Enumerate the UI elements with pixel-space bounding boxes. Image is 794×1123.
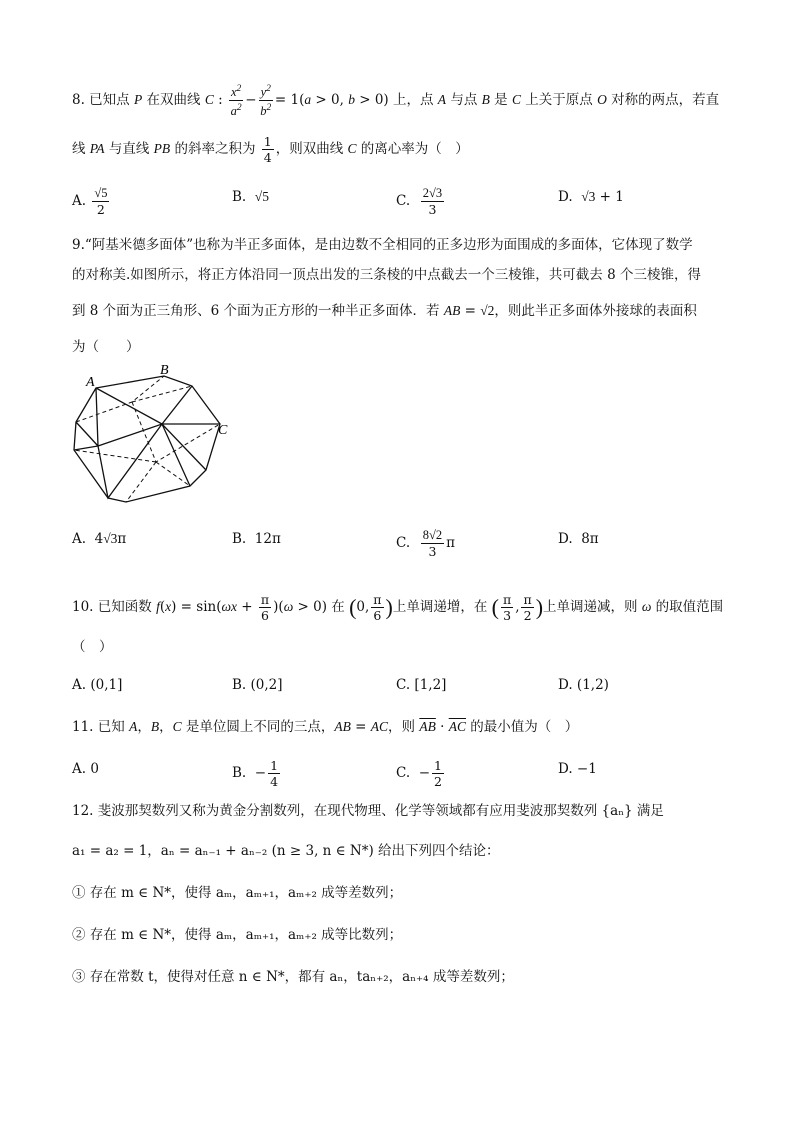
q11-option-c[interactable]: C. − $\frac{1}{2}$ xyxy=(396,758,442,789)
q8-option-b[interactable]: B. √5 xyxy=(232,189,269,205)
q12-item-3: ③ 存在常数 t，使得对任意 n ∈ N*，都有 aₙ，taₙ₊₂，aₙ₊₄ 成等差数列； xyxy=(72,969,514,985)
q8-stem-line2: 线 PA 与直线 PB 的斜率之积为 $\frac{1}{4}$ ，则双曲线 C 的离心率为（ ） xyxy=(72,134,469,165)
q12-stem-line2: a₁ = a₂ = 1，aₙ = aₙ₋₁ + aₙ₋₂ (n ≥ 3, n ∈ N*) 给出下列四个结论： xyxy=(72,843,500,859)
q10-option-b[interactable]: B. (0,2] xyxy=(232,677,283,693)
q8-stem-line1: 8. 已知点 P 在双曲线 C : $\frac{x^2}{a^2}$ − $\frac{y^2}{b^2}$ = 1(a > 0, b > 0) 上，点 A 与点 B 是 C 上关于原点 O 对称的两点，若直 xyxy=(72,84,720,119)
vector-ac: $\overline{AC}$ xyxy=(448,719,466,734)
q9-stem-line1: 9.“阿基米德多面体”也称为半正多面体，是由边数不全相同的正多边形为面围成的多面体，它体现了数学 xyxy=(72,237,693,253)
figure-label-a: A xyxy=(86,375,95,390)
q8-option-d[interactable]: D. √3 + 1 xyxy=(558,189,624,205)
q10-option-d[interactable]: D. (1,2) xyxy=(558,677,609,693)
q9-option-b[interactable]: B. 12π xyxy=(232,531,281,547)
figure-label-b: B xyxy=(160,363,169,378)
q9-stem-line2: 的对称美.如图所示，将正方体沿同一顶点出发的三条棱的中点截去一个三棱锥，共可截去 8 个三棱锥，得 xyxy=(72,267,701,283)
fraction: $\frac{x^2}{a^2}$ xyxy=(230,84,242,119)
q10-stem-line1: 10. 已知函数 f(x) = sin(ωx + $\frac{\pi}{6}$ )(ω > 0) 在 (0, $\frac{\pi}{6}$ )上单调递增，在 ( $\frac{\pi}{3}$ , $\frac{\pi}{2}$ )上单调递减，则 ω 的取值范围 xyxy=(72,592,724,623)
q12-stem-line1: 12. 斐波那契数列又称为黄金分割数列，在现代物理、化学等领域都有应用斐波那契数列 {aₙ} 满足 xyxy=(72,803,664,819)
q9-stem-line4: 为（ ） xyxy=(72,339,140,355)
q11-option-d[interactable]: D. −1 xyxy=(558,761,597,777)
fraction: $\frac{y^2}{b^2}$ xyxy=(260,84,272,119)
q9-stem-line3: 到 8 个面为正三角形、6 个面为正方形的一种半正多面体．若 AB = √2，则此半正多面体外接球的表面积 xyxy=(72,303,697,319)
fraction: $\frac{1}{4}$ xyxy=(263,134,272,165)
q9-option-d[interactable]: D. 8π xyxy=(558,531,599,547)
vector-ab: $\overline{AB}$ xyxy=(419,719,436,734)
q11-option-b[interactable]: B. − $\frac{1}{4}$ xyxy=(232,758,279,789)
q11-option-a[interactable]: A. 0 xyxy=(72,761,99,777)
q8-option-c[interactable]: C. $\frac{2√3}{3}$ xyxy=(396,186,443,217)
q9-option-a[interactable]: A. 4√3π xyxy=(72,531,127,547)
q12-item-2: ② 存在 m ∈ N*，使得 aₘ，aₘ₊₁，aₘ₊₂ 成等比数列； xyxy=(72,927,403,943)
q10-stem-line2: （ ） xyxy=(72,639,113,655)
q9-option-c[interactable]: C. $\frac{8√2}{3}$ π xyxy=(396,528,455,559)
cuboctahedron-figure xyxy=(66,362,246,512)
q8-option-a[interactable]: A. $\frac{√5}{2}$ xyxy=(72,186,108,217)
q10-option-c[interactable]: C. [1,2] xyxy=(396,677,447,693)
q12-item-1: ① 存在 m ∈ N*，使得 aₘ，aₘ₊₁，aₘ₊₂ 成等差数列； xyxy=(72,885,403,901)
q11-stem: 11. 已知 A，B，C 是单位圆上不同的三点，AB = AC，则 $\overline{AB} \cdot \overline{AC}$ 的最小值为（ ） xyxy=(72,719,579,735)
q10-option-a[interactable]: A. (0,1] xyxy=(72,677,123,693)
figure-label-c: C xyxy=(218,423,228,438)
